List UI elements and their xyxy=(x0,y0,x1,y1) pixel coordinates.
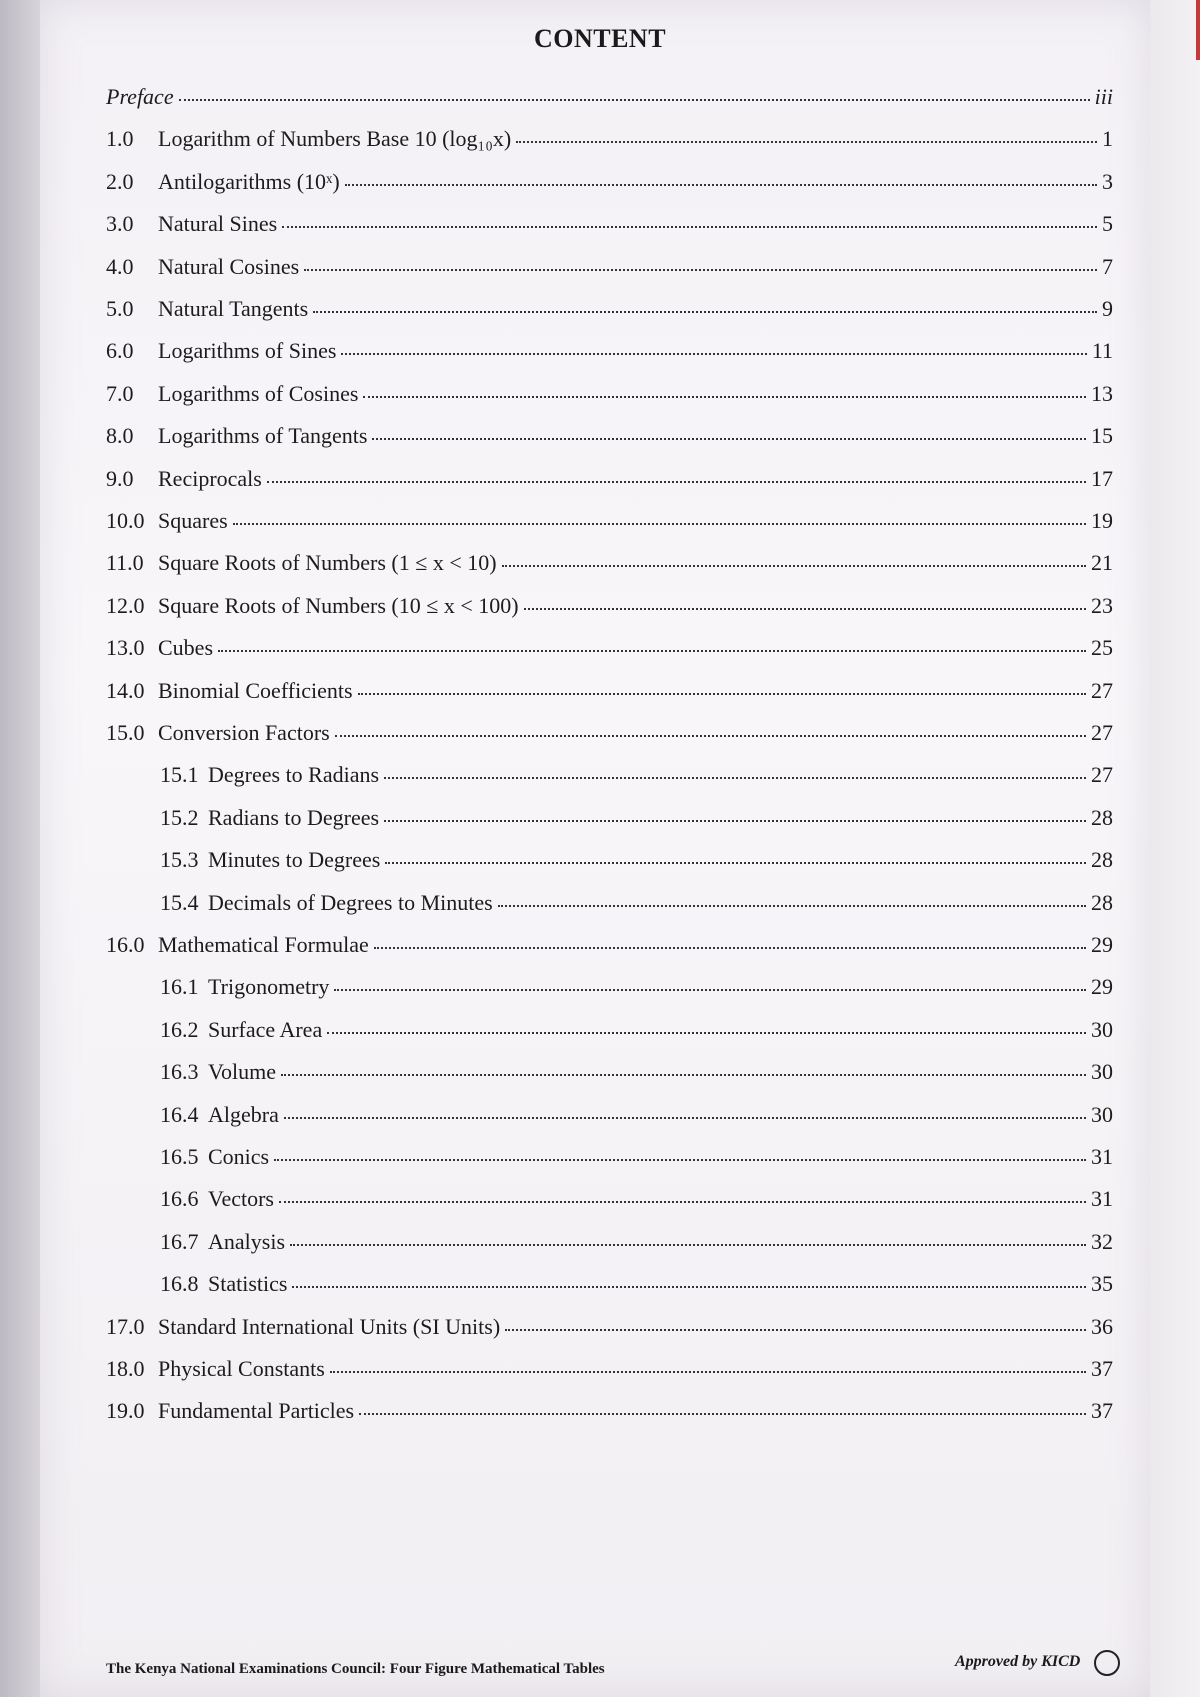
toc-entry-label: Physical Constants xyxy=(158,1356,325,1381)
toc-entry xyxy=(106,1356,1113,1382)
toc-entry-number: 16.1 xyxy=(160,974,199,1000)
toc-entry-number: 16.8 xyxy=(160,1271,199,1297)
dot-leader xyxy=(313,311,1097,313)
dot-leader xyxy=(233,523,1086,525)
toc-entry-page-number: 28 xyxy=(1091,847,1113,873)
dot-leader xyxy=(304,269,1097,271)
dot-leader xyxy=(292,1286,1086,1288)
toc-entry-page-number: 11 xyxy=(1091,338,1113,364)
dot-leader xyxy=(385,862,1086,864)
toc-entry-page-number: 31 xyxy=(1091,1186,1113,1212)
toc-entry-page-number: 37 xyxy=(1091,1356,1113,1381)
toc-entry-label: Square Roots of Numbers (10 ≤ x < 100) xyxy=(158,592,519,618)
dot-leader xyxy=(345,184,1097,186)
toc-entry-label: Conics xyxy=(208,1144,270,1169)
toc-entry-label: Squares xyxy=(158,508,228,533)
toc-entry-label: Preface xyxy=(106,84,174,109)
dot-leader xyxy=(334,989,1086,991)
toc-entry-number: 2.0 xyxy=(106,168,134,194)
toc-entry-number: 16.6 xyxy=(160,1186,199,1212)
toc-entry-number: 16.2 xyxy=(160,1016,199,1042)
toc-entry-number: 10.0 xyxy=(106,508,145,533)
dot-leader xyxy=(358,693,1086,695)
toc-entry-page-number: 15 xyxy=(1091,423,1113,449)
toc-entry xyxy=(106,169,1113,195)
toc-entry xyxy=(106,635,1113,661)
toc-entry-label: Logarithms of Cosines xyxy=(158,380,359,406)
toc-entry xyxy=(106,1314,1113,1340)
toc-entry-page-number: 30 xyxy=(1091,1016,1113,1042)
toc-entry-number: 6.0 xyxy=(106,338,134,364)
toc-entry xyxy=(160,1271,1113,1297)
toc-entry-label: Trigonometry xyxy=(208,974,330,1000)
dot-leader xyxy=(267,481,1086,483)
toc-entry xyxy=(106,423,1113,449)
toc-entry-label: Binomial Coefficients xyxy=(158,677,353,703)
toc-entry-number: 12.0 xyxy=(106,592,145,618)
toc-entry-label: Logarithms of Sines xyxy=(158,338,337,364)
dot-leader xyxy=(330,1371,1086,1373)
toc-entry-number: 15.1 xyxy=(160,762,199,788)
toc-entry-page-number: 7 xyxy=(1102,253,1113,279)
toc-entry-label: Mathematical Formulae xyxy=(158,932,369,957)
toc-entry-number: 15.2 xyxy=(160,804,199,830)
dot-leader xyxy=(327,1032,1086,1034)
toc-entry xyxy=(106,678,1113,704)
toc-entry-page-number: 27 xyxy=(1091,720,1113,745)
toc-entry xyxy=(106,720,1113,746)
dot-leader xyxy=(372,438,1086,440)
toc-entry-number: 13.0 xyxy=(106,635,145,661)
dot-leader xyxy=(524,608,1086,610)
toc-entry-number: 16.4 xyxy=(160,1101,199,1127)
toc-entry xyxy=(160,847,1113,873)
dot-leader xyxy=(341,353,1086,355)
toc-entry-label: Antilogarithms (10ˣ) xyxy=(158,168,340,194)
toc-entry-page-number: 27 xyxy=(1091,677,1113,703)
toc-entry-page-number: 29 xyxy=(1091,932,1113,957)
dot-leader xyxy=(218,650,1086,652)
dot-leader xyxy=(374,947,1086,949)
dot-leader xyxy=(279,1201,1086,1203)
toc-entry-number: 18.0 xyxy=(106,1356,145,1381)
toc-entry-label: Radians to Degrees xyxy=(208,804,380,830)
toc-entry-label: Natural Sines xyxy=(158,211,278,237)
toc-entry xyxy=(160,805,1113,831)
toc-entry xyxy=(106,84,1113,110)
toc-entry-page-number: 3 xyxy=(1102,168,1113,194)
toc-entry xyxy=(160,1144,1113,1170)
toc-entry xyxy=(160,1229,1113,1255)
toc-entry-label: Logarithm of Numbers Base 10 (log₁₀x) xyxy=(158,126,512,152)
toc-entry-number: 5.0 xyxy=(106,296,134,321)
dot-leader xyxy=(282,226,1097,228)
toc-entry-label: Standard International Units (SI Units) xyxy=(158,1313,501,1339)
dot-leader xyxy=(384,777,1086,779)
dot-leader xyxy=(502,565,1086,567)
toc-entry-page-number: 27 xyxy=(1091,762,1113,788)
toc-entry-number: 14.0 xyxy=(106,677,145,703)
toc-entry-label: Square Roots of Numbers (1 ≤ x < 10) xyxy=(158,550,497,576)
toc-entry-label: Degrees to Radians xyxy=(208,762,380,788)
toc-entry xyxy=(106,550,1113,576)
toc-entry xyxy=(106,296,1113,322)
approval-note: Approved by KICD xyxy=(955,1653,1081,1670)
toc-entry-label: Logarithms of Tangents xyxy=(158,423,368,449)
toc-entry-label: Natural Cosines xyxy=(158,253,300,279)
dot-leader xyxy=(363,396,1086,398)
toc-entry-number: 19.0 xyxy=(106,1398,145,1424)
toc-entry xyxy=(106,1398,1113,1424)
dot-leader xyxy=(335,735,1086,737)
toc-entry-label: Volume xyxy=(208,1059,277,1085)
dot-leader xyxy=(179,99,1090,101)
dot-leader xyxy=(384,820,1086,822)
dot-leader xyxy=(284,1117,1086,1119)
toc-entry-page-number: 30 xyxy=(1091,1059,1113,1085)
dot-leader xyxy=(498,905,1086,907)
toc-entry-label: Analysis xyxy=(208,1228,285,1254)
toc-entry-page-number: 30 xyxy=(1091,1101,1113,1127)
toc-entry xyxy=(160,1102,1113,1128)
toc-entry-label: Minutes to Degrees xyxy=(208,847,381,873)
toc-entry-label: Surface Area xyxy=(208,1016,323,1042)
toc-entry xyxy=(106,508,1113,534)
toc-entry-page-number: 31 xyxy=(1091,1144,1113,1169)
toc-entry xyxy=(106,211,1113,237)
toc-entry xyxy=(106,593,1113,619)
toc-entry-label: Decimals of Degrees to Minutes xyxy=(208,889,493,915)
toc-entry-page-number: iii xyxy=(1094,84,1113,109)
toc-entry-page-number: 37 xyxy=(1091,1398,1113,1424)
toc-entry-page-number: 17 xyxy=(1091,465,1113,491)
toc-entry xyxy=(160,1017,1113,1043)
toc-entry-number: 4.0 xyxy=(106,253,134,279)
dot-leader xyxy=(505,1329,1086,1331)
toc-entry xyxy=(106,254,1113,280)
toc-entry-number: 17.0 xyxy=(106,1313,145,1339)
toc-entry-number: 11.0 xyxy=(106,550,144,576)
toc-entry-page-number: 29 xyxy=(1091,974,1113,1000)
toc-entry-page-number: 21 xyxy=(1091,550,1113,576)
toc-entry-number: 1.0 xyxy=(106,126,134,152)
toc-entry-page-number: 36 xyxy=(1091,1313,1113,1339)
dot-leader xyxy=(281,1074,1086,1076)
toc-entry xyxy=(106,466,1113,492)
toc-entry-number: 15.4 xyxy=(160,889,199,915)
toc-entry-label: Reciprocals xyxy=(158,465,262,491)
dot-leader xyxy=(274,1159,1086,1161)
toc-entry xyxy=(160,974,1113,1000)
toc-entry-number: 16.3 xyxy=(160,1059,199,1085)
toc-entry xyxy=(160,1059,1113,1085)
toc-entry-number: 15.0 xyxy=(106,720,145,745)
dot-leader xyxy=(290,1244,1086,1246)
toc-entry-page-number: 9 xyxy=(1102,296,1113,321)
toc-entry xyxy=(106,126,1113,152)
toc-entry xyxy=(106,932,1113,958)
toc-entry-page-number: 25 xyxy=(1091,635,1113,661)
toc-entry-page-number: 19 xyxy=(1091,508,1113,533)
toc-entry-label: Algebra xyxy=(208,1101,279,1127)
toc-entry-number: 16.0 xyxy=(106,932,145,957)
toc-entry-page-number: 5 xyxy=(1102,211,1113,237)
footer-text: The Kenya National Examinations Council: Four Figure Mathematical Tables xyxy=(106,1661,605,1677)
toc-entry-page-number: 13 xyxy=(1091,380,1113,406)
dot-leader xyxy=(359,1413,1086,1415)
toc-entry-label: Natural Tangents xyxy=(158,296,309,321)
toc-entry-page-number: 23 xyxy=(1091,592,1113,618)
toc-entry-page-number: 1 xyxy=(1102,126,1113,152)
toc-entry-number: 8.0 xyxy=(106,423,134,449)
toc-entry-page-number: 28 xyxy=(1091,889,1113,915)
toc-entry-label: Statistics xyxy=(208,1271,288,1297)
toc-entry-number: 15.3 xyxy=(160,847,199,873)
toc-entry-page-number: 28 xyxy=(1091,804,1113,830)
page-title: CONTENT xyxy=(533,24,667,53)
toc-entry xyxy=(106,338,1113,364)
toc-entry-number: 9.0 xyxy=(106,465,134,491)
toc-entry-label: Vectors xyxy=(208,1186,274,1212)
toc-entry xyxy=(160,1186,1113,1212)
toc-entry-page-number: 32 xyxy=(1091,1228,1113,1254)
toc-entry-number: 16.5 xyxy=(160,1144,199,1169)
kicd-logo-icon xyxy=(1094,1650,1120,1676)
toc-entry xyxy=(160,762,1113,788)
toc-entry-number: 7.0 xyxy=(106,380,134,406)
toc-entry-label: Conversion Factors xyxy=(158,720,330,745)
toc-entry-number: 16.7 xyxy=(160,1228,199,1254)
toc-entry xyxy=(160,890,1113,916)
dot-leader xyxy=(516,141,1097,143)
toc-entry-number: 3.0 xyxy=(106,211,134,237)
toc-entry-label: Cubes xyxy=(158,635,213,661)
toc-entry xyxy=(106,381,1113,407)
toc-entry-page-number: 35 xyxy=(1091,1271,1113,1297)
toc-entry-label: Fundamental Particles xyxy=(158,1398,355,1424)
